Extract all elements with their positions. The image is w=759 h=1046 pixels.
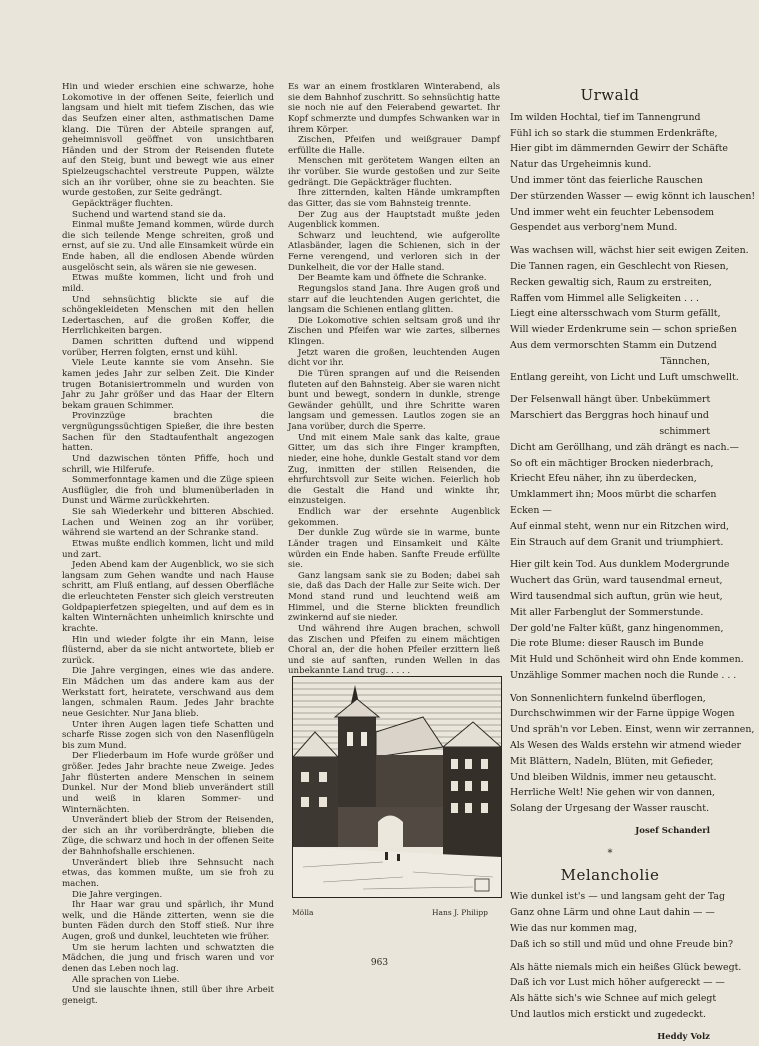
poem-line: Als hätte sich's wie Schnee auf mich gelegt (510, 993, 717, 1005)
paragraph: Der Fliederbaum im Hofe wurde größer und größer. Jedes Jahr brachte neue Zweige. Jedes Jahr flüsterten andere Menschen in seinem Dunkel. Nur der Mond blieb unverändert still und weiß in klaren Sommer- und Winternächten. (62, 751, 274, 815)
poem-line: Entlang gereiht, von Licht und Luft umschwellt. (510, 371, 739, 383)
poem-line: Und bleiben Wildnis, immer neu getauscht. (510, 771, 717, 783)
poem-line: Herrliche Welt! Nie gehen wir von dannen, (510, 787, 715, 799)
paragraph: Und sehnsüchtig blickte sie auf die schöngekleideten Menschen mit den hellen Ledertaschen, auf die großen Koffer, die Herrlichkeiten bargen. (62, 294, 274, 337)
paragraph: Ihr Haar war grau und spärlich, ihr Mund welk, und die Hände zitterten, wenn sie die bunten Fäden durch den Stoff stieß. Nur ihre Augen, groß und dunkel, leuchteten wie früher. (62, 900, 274, 942)
poem-title-urwald: Urwald (580, 86, 640, 104)
poem-line: Ganz ohne Lärm und ohne Laut dahin — — (510, 907, 715, 919)
poem-line: Raffen vom Himmel alle Seligkeiten . . . (510, 292, 699, 304)
poem-line: Auf einmal steht, wenn nur ein Ritzchen wird, (510, 520, 730, 532)
paragraph: Endlich war der ersehnte Augenblick gekommen. (288, 507, 500, 528)
poem-stanza (510, 243, 749, 385)
illustration-moelln (292, 676, 502, 898)
poem-stanza (510, 960, 742, 1023)
paragraph: Ganz langsam sank sie zu Boden; dabei sah sie, daß das Dach der Halle zur Seite wich. Der Mond stand rund und leuchtend weiß am Himmel, und die Sterne blickten freundlich zwinkernd auf sie nieder. (288, 570, 500, 624)
paragraph: Einmal mußte Jemand kommen, würde durch die sich teilende Menge schreiten, groß und ernst, auf sie zu. Und alle Einsamkeit würde ein Ende haben, all die endlosen Abende würden ausgelöscht sein, als wären sie nie gewesen. (62, 220, 274, 273)
poem-line: Liegt eine altersschwach vom Sturm gefällt, (510, 308, 721, 320)
poem-line: Als hätte niemals mich ein heißes Glück bewegt. (510, 961, 742, 973)
poem-line: So oft ein mächtiger Brocken niederbrach, (510, 457, 714, 469)
poem-line: schimmert (659, 425, 710, 437)
paragraph: Sommerfonntage kamen und die Züge spieen Ausflügler, die froh und blumenüberladen in Dunst und Wärme zurückkehrten. (62, 475, 274, 507)
story-column-left (62, 82, 274, 1006)
paragraph: Sie sah Wiederkehr und bitteren Abschied. Lachen und Weinen zog an ihr vorüber, während sie wartend an der Schranke stand. (62, 507, 274, 539)
poem-line: Natur das Urgeheimnis kund. (510, 159, 652, 171)
poem-line: Von Sonnenlichtern funkelnd überflogen, (510, 692, 706, 704)
poem-line: Fühl ich so stark die stummen Erdenkräfte, (510, 127, 718, 139)
paragraph: Und während ihre Augen brachen, schwoll das Zischen und Pfeifen zu einem mächtigen Choral an, der die hohen Pfeiler erzittern ließ und sie auf sanften, runden Wellen in das unbekannte Land trug. . . . . (288, 623, 500, 677)
paragraph: Der Zug aus der Hauptstadt mußte jeden Augenblick kommen. (288, 209, 500, 231)
paragraph: Hin und wieder erschien eine schwarze, hohe Lokomotive in der offenen Seite, feierlich und langsam und hielt mit tiefem Zischen, das wie das Seufzen einer alten, asthmatischen Dame klang. Die Türen der Abteile sprangen auf, geheimnisvoll geöffnet von unsichtbaren Händen und der Strom der Reisenden flutete auf den Steig, bunt und bewegt wie aus einer Spielzeugschachtel verstreute Puppen, wälzte sich an ihr vorüber, ohne sie zu beachten. Sie wurde gestoßen, zur Seite gedrängt. (62, 82, 274, 199)
paragraph: Unverändert blieb ihre Sehnsucht nach etwas, das kommen mußte, um sie froh zu machen. (62, 857, 274, 889)
poem-line: Die rote Blume: dieser Rausch im Bunde (510, 638, 704, 650)
paragraph: Und sie lauschte ihnen, still über ihre Arbeit geneigt. (62, 985, 274, 1006)
poem-stanza (510, 889, 734, 952)
poem-author-melancholie: Heddy Volz (657, 1031, 710, 1042)
poem-line: Und lautlos mich erstickt und zugedeckt. (510, 1009, 707, 1021)
poem-line: Wird tausendmal sich auftun, grün wie heut, (510, 590, 723, 602)
poem-line: Mit aller Farbenglut der Sommerstunde. (510, 606, 704, 618)
poem-line: Ein Strauch auf dem Granit und triumphiert. (510, 536, 724, 548)
paragraph: Unter ihren Augen lagen tiefe Schatten und scharfe Risse zogen sich von den Nasenflügeln bis zum Mund. (62, 719, 274, 751)
poem-line: Mit Blättern, Nadeln, Blüten, mit Gefieder, (510, 755, 714, 767)
poem-line: Wie das nur kommen mag, (510, 923, 638, 935)
poem-line: Was wachsen will, wächst hier seit ewigen Zeiten. (510, 245, 749, 257)
poem-line: Aus dem vermorschten Stamm ein Dutzend (510, 339, 717, 351)
poems-column (510, 86, 756, 1046)
paragraph: Alle sprachen von Liebe. (72, 974, 180, 985)
poem-line: Gespendet aus verborg'nem Mund. (510, 222, 678, 234)
poem-line: Ecken — (510, 504, 552, 516)
paragraph: Schwarz und leuchtend, wie aufgerollte Atlasbänder, lagen die Schienen, sich in der Ferne verengend, und verloren sich in der Dunkelheit, die vor der Halle stand. (288, 230, 500, 273)
poem-line: Marschiert das Berggras hoch hinauf und (510, 410, 709, 422)
paragraph: Und dazwischen tönten Pfiffe, hoch und schrill, wie Hilferufe. (62, 453, 274, 475)
paragraph: Menschen mit gerötetem Wangen eilten an ihr vorüber. Sie wurde gestoßen und zur Seite gedrängt. Die Gepäckträger fluchten. (288, 156, 500, 188)
poem-line: Die Tannen ragen, ein Geschlecht von Riesen, (510, 260, 729, 272)
paragraph: Der dunkle Zug würde sie in warme, bunte Länder tragen und Einsamkeit und Kälte würden ein Ende haben. Sanfte Freude erfüllte sie. (288, 528, 500, 571)
paragraph: Jetzt waren die großen, leuchtenden Augen dicht vor ihr. (288, 347, 500, 369)
paragraph: Die Türen sprangen auf und die Reisenden fluteten auf den Bahnsteig. Aber sie waren nicht bunt und bewegt, sondern in dunkle, strenge Gewänder gehüllt, und ihre Schritte waren langsam und gemessen. Lautlos zogen sie an Jana vorüber, durch die Sperre. (288, 368, 500, 432)
poem-line: Mit Huld und Schönheit wird ohn Ende kommen. (510, 654, 744, 666)
paragraph: Die Jahre vergingen, eines wie das andere. Ein Mädchen um das andere kam aus der Werkstatt fort, heiratete, verschwand aus dem langen, schmalen Raum. Jedes Jahr brachte neue Gesichter. Nur Jana blieb. (62, 666, 274, 719)
poem-line: Als Wesen des Walds erstehn wir atmend wieder (510, 740, 742, 752)
paragraph: Die Lokomotive schien seltsam groß und ihr Zischen und Pfeifen war wie zartes, silbernes Klingen. (288, 315, 500, 347)
illustration-caption-artist: Hans J. Philipp (432, 908, 488, 917)
poem-line: Daß ich vor Lust mich höher aufgereckt — — (510, 977, 725, 989)
paragraph: Ihre zitternden, kalten Hände umkrampften das Gitter, das sie vom Bahnsteig trennte. (288, 188, 500, 209)
page-number: 963 (370, 958, 389, 968)
poem-line: Und immer tönt das feierliche Rauschen (510, 174, 703, 186)
poem-line: Der stürzenden Wasser — ewig könnt ich lauschen! (510, 190, 756, 202)
paragraph: Etwas mußte endlich kommen, licht und mild und zart. (62, 538, 274, 560)
paragraph: Unverändert blieb der Strom der Reisenden, der sich an ihr vorüberdrängte, blieben die Züge, die schwarz und hoch in der offenen Seite der Bahnhofshalle erschienen. (62, 815, 274, 857)
paragraph: Jeden Abend kam der Augenblick, wo sie sich langsam zum Gehen wandte und nach Hause schritt, am Fluß entlang, auf dessen Oberfläche die erleuchteten Fenster sich gleich verstreuten Goldpapierfetzen spiegelten, und auf dem es in kalten Winternächten unheimlich knirschte und krachte. (62, 560, 274, 634)
paragraph: Und mit einem Male sank das kalte, graue Gitter, um das sich ihre Finger krampften, nieder, eine hohe, dunkle Gestalt stand vor dem Zug, inmitten der stillen Reisenden, die ehrfurchtsvoll zur Seite wichen. Feierlich hob die Gestalt die Hand und winkte ihr, einzusteigen. (288, 432, 500, 507)
poem-line: Und spräh'n vor Leben. Einst, wenn wir zerrannen, (510, 724, 755, 736)
paragraph: Viele Leute kannte sie vom Ansehn. Sie kamen jedes Jahr zur selben Zeit. Die Kinder trugen Botanisiertrommeln und wurden von Jahr zu Jahr größer und das Haar der Eltern bekam grauen Schimmer. (62, 358, 274, 411)
poem-line: Kriecht Efeu näher, ihn zu überdecken, (510, 473, 697, 485)
paragraph: Regungslos stand Jana. Ihre Augen groß und starr auf die leuchtenden Augen gerichtet, die langsam die Schienen entlang glitten. (288, 283, 500, 316)
poem-line: Will wieder Erdenkrume sein — schon sprießen (510, 324, 737, 336)
paragraph: Um sie herum lachten und schwatzten die Mädchen, die jung und frisch waren und vor denen das Leben noch lag. (62, 942, 274, 974)
paragraph: Gepäckträger fluchten. (72, 198, 174, 209)
town-illustration (293, 677, 501, 897)
poem-line: Der gold'ne Falter küßt, ganz hingenommen, (510, 622, 724, 634)
poem-line: Daß ich so still und müd und ohne Freude bin? (510, 938, 734, 950)
paragraph: Suchend und wartend stand sie da. (72, 209, 226, 220)
poem-line: Wie dunkel ist's — und langsam geht der Tag (510, 891, 725, 903)
poem-line: Hier gibt im dämmernden Gewirr der Schäfte (510, 143, 728, 155)
paragraph: Etwas mußte kommen, licht und froh und mild. (62, 273, 274, 294)
poem-stanza (510, 110, 756, 236)
poem-stanza (510, 691, 755, 817)
poem-line: Recken gewaltig sich, Raum zu erstreiten, (510, 276, 712, 288)
poem-line: Der Felsenwall hängt über. Unbekümmert (510, 394, 711, 406)
poem-line: Tännchen, (660, 355, 710, 367)
poem-line: Hier gilt kein Tod. Aus dunklem Modergrunde (510, 559, 730, 571)
poem-stanza (510, 557, 744, 683)
poem-line: Unzählige Sommer machen noch die Runde . . . (510, 669, 737, 681)
poem-stanza (510, 392, 739, 550)
poem-line: Im wilden Hochtal, tief im Tannengrund (510, 111, 701, 123)
paragraph: Zischen, Pfeifen und weißgrauer Dampf erfüllte die Halle. (288, 135, 500, 156)
poem-line: Umklammert ihn; Moos mürbt die scharfen (510, 489, 717, 501)
paragraph: Der Beamte kam und öffnete die Schranke. (298, 273, 487, 284)
poem-line: Solang der Urgesang der Wasser rauscht. (510, 803, 710, 815)
poem-author-urwald: Josef Schanderl (635, 826, 710, 837)
paragraph: Hin und wieder folgte ihr ein Mann, leise flüsternd, aber da sie nicht antwortete, blieb er zurück. (62, 634, 274, 666)
story-column-middle (288, 82, 500, 687)
poem-line: Durchschwimmen wir der Farne üppige Wogen (510, 708, 735, 720)
paragraph: Die Jahre vergingen. (72, 889, 163, 900)
poem-line: Und immer weht ein feuchter Lebensodem (510, 206, 715, 218)
poem-title-melancholie: Melancholie (560, 865, 660, 884)
poem-line: Wuchert das Grün, ward tausendmal erneut, (510, 575, 723, 587)
illustration-caption-place: Mölla (292, 908, 314, 917)
paragraph: Provinzzüge brachten die vergnügungssüchtigen Spießer, die ihre besten Sachen für den Stadtaufenthalt angezogen hatten. (62, 411, 274, 454)
poem-line: Dicht am Geröllhang, und zäh drängt es nach.— (510, 441, 739, 453)
paragraph: Es war an einem frostklaren Winterabend, als sie dem Bahnhof zuschritt. So sehnsüchtig hatte sie noch nie auf den Feierabend gewartet. Ihr Kopf schmerzte und dumpfes Schwanken war in ihrem Körper. (288, 82, 500, 135)
paragraph: Damen schritten duftend und wippend vorüber, Herren folgten, ernst und kühl. (62, 337, 274, 358)
section-divider-star: * (607, 847, 613, 859)
